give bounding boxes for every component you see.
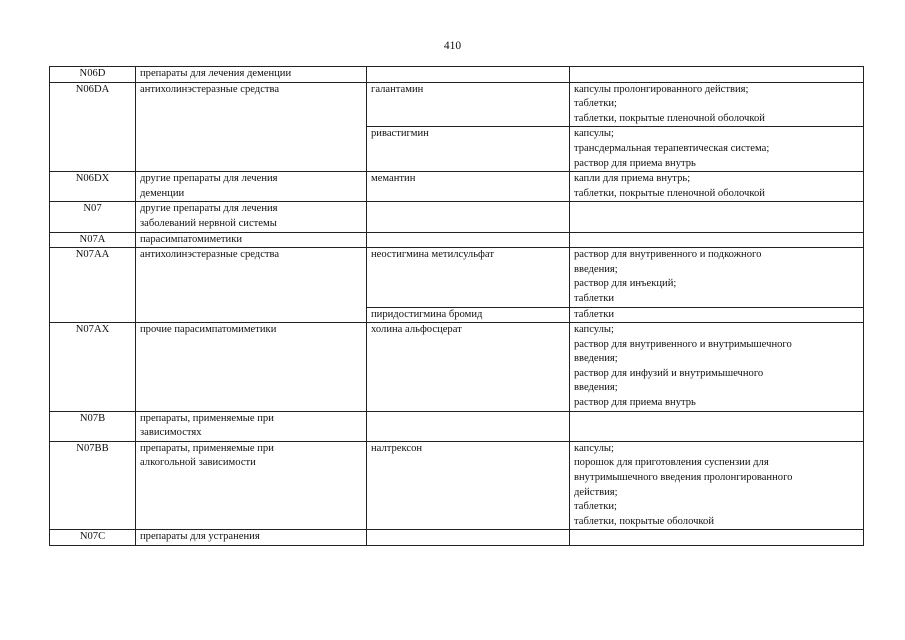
dosage-form-line: таблетки — [574, 292, 615, 304]
group-text-line: антихолинэстеразные средства — [140, 249, 280, 261]
dosage-form-line: раствор для внутривенного и подкожного — [574, 249, 762, 261]
group-text-line: прочие парасимпатомиметики — [140, 324, 277, 336]
dosage-form-cell — [570, 202, 864, 232]
atc-code-cell: N07C — [50, 530, 136, 546]
drug-name-cell — [367, 323, 570, 412]
dosage-form-line: таблетки, покрытые оболочкой — [574, 515, 714, 527]
drug-name-cell — [367, 530, 570, 546]
atc-code-cell: N06DA — [50, 82, 136, 172]
group-text-line: другие препараты для лечения — [140, 173, 278, 185]
table-row — [50, 248, 864, 307]
table-row — [50, 172, 864, 202]
atc-code-cell: N07BB — [50, 441, 136, 530]
table-row — [50, 82, 864, 127]
anatomical-therapeutic-group-cell — [136, 202, 367, 232]
atc-code-cell: N07AA — [50, 248, 136, 323]
table-row — [50, 232, 864, 248]
drug-name-text: галантамин — [371, 83, 424, 95]
anatomical-therapeutic-group-cell — [136, 323, 367, 412]
drug-name-text: мемантин — [371, 173, 416, 185]
table-row — [50, 441, 864, 530]
dosage-form-cell — [570, 67, 864, 83]
dosage-form-cell — [570, 232, 864, 248]
dosage-form-cell — [570, 172, 864, 202]
anatomical-therapeutic-group-cell — [136, 232, 367, 248]
dosage-form-line: капсулы; — [574, 324, 614, 336]
dosage-form-cell — [570, 127, 864, 172]
dosage-form-line: введения; — [574, 382, 618, 394]
drug-name-cell — [367, 441, 570, 530]
group-text-line: зависимостях — [140, 427, 202, 439]
group-text-line: препараты, применяемые при — [140, 442, 274, 454]
group-text-line: деменции — [140, 187, 185, 199]
group-text-line: другие препараты для лечения — [140, 203, 278, 215]
drug-name-text: налтрексон — [371, 442, 423, 454]
dosage-form-line: введения; — [574, 263, 618, 275]
atc-code-cell: N07 — [50, 202, 136, 232]
anatomical-therapeutic-group-cell — [136, 67, 367, 83]
table-row — [50, 202, 864, 232]
dosage-form-line: таблетки; — [574, 98, 617, 110]
dosage-form-line: капсулы; — [574, 442, 614, 454]
dosage-form-cell — [570, 441, 864, 530]
drug-classification-table — [49, 66, 864, 546]
group-text-line: заболеваний нервной системы — [140, 217, 277, 229]
table-row — [50, 530, 864, 546]
table-body — [50, 67, 864, 546]
drug-name-cell — [367, 307, 570, 323]
atc-code-cell: N06DX — [50, 172, 136, 202]
anatomical-therapeutic-group-cell — [136, 82, 367, 172]
drug-name-cell — [367, 172, 570, 202]
page-number: 410 — [443, 40, 462, 52]
group-text-line: антихолинэстеразные средства — [140, 83, 280, 95]
drug-name-cell — [367, 232, 570, 248]
dosage-form-line: трансдермальная терапевтическая система; — [574, 142, 770, 154]
group-text-line: препараты для устранения — [140, 531, 260, 543]
dosage-form-line: раствор для инъекций; — [574, 278, 677, 290]
drug-name-cell — [367, 202, 570, 232]
anatomical-therapeutic-group-cell — [136, 172, 367, 202]
dosage-form-line: действия; — [574, 486, 618, 498]
dosage-form-line: раствор для приема внутрь — [574, 397, 696, 409]
dosage-form-cell — [570, 323, 864, 412]
dosage-form-line: порошок для приготовления суспензии для — [574, 457, 769, 469]
dosage-form-cell — [570, 82, 864, 127]
atc-code-cell: N07AX — [50, 323, 136, 412]
anatomical-therapeutic-group-cell — [136, 441, 367, 530]
drug-name-text: неостигмина метилсульфат — [371, 249, 494, 261]
anatomical-therapeutic-group-cell — [136, 248, 367, 323]
group-text-line: парасимпатомиметики — [140, 233, 243, 245]
table-row — [50, 411, 864, 441]
drug-name-cell — [367, 67, 570, 83]
dosage-form-cell — [570, 411, 864, 441]
table-row — [50, 323, 864, 412]
drug-name-text: холина альфосцерат — [371, 324, 462, 336]
anatomical-therapeutic-group-cell — [136, 411, 367, 441]
dosage-form-line: таблетки; — [574, 501, 617, 513]
drug-name-cell — [367, 82, 570, 127]
dosage-form-line: введения; — [574, 353, 618, 365]
atc-code-cell: N07A — [50, 232, 136, 248]
dosage-form-cell — [570, 307, 864, 323]
table-row — [50, 67, 864, 83]
dosage-form-line: раствор для инфузий и внутримышечного — [574, 367, 764, 379]
dosage-form-line: таблетки, покрытые пленочной оболочкой — [574, 112, 765, 124]
drug-name-cell — [367, 248, 570, 307]
group-text-line: препараты, применяемые при — [140, 412, 274, 424]
group-text-line: алкогольной зависимости — [140, 457, 256, 469]
drug-name-cell — [367, 411, 570, 441]
dosage-form-line: раствор для внутривенного и внутримышечного — [574, 338, 792, 350]
dosage-form-line: капсулы пролонгированного действия; — [574, 83, 749, 95]
atc-code-cell: N06D — [50, 67, 136, 83]
dosage-form-line: капли для приема внутрь; — [574, 173, 691, 185]
dosage-form-line: раствор для приема внутрь — [574, 157, 696, 169]
drug-name-text: ривастигмин — [371, 128, 429, 140]
group-text-line: препараты для лечения деменции — [140, 68, 292, 79]
anatomical-therapeutic-group-cell — [136, 530, 367, 546]
dosage-form-line: таблетки — [574, 308, 615, 320]
dosage-form-line: капсулы; — [574, 128, 614, 140]
atc-code-cell: N07B — [50, 411, 136, 441]
dosage-form-cell — [570, 530, 864, 546]
drug-name-text: пиридостигмина бромид — [371, 308, 483, 320]
drug-name-cell — [367, 127, 570, 172]
dosage-form-line: таблетки, покрытые пленочной оболочкой — [574, 187, 765, 199]
dosage-form-line: внутримышечного введения пролонгированного — [574, 472, 793, 484]
dosage-form-cell — [570, 248, 864, 307]
